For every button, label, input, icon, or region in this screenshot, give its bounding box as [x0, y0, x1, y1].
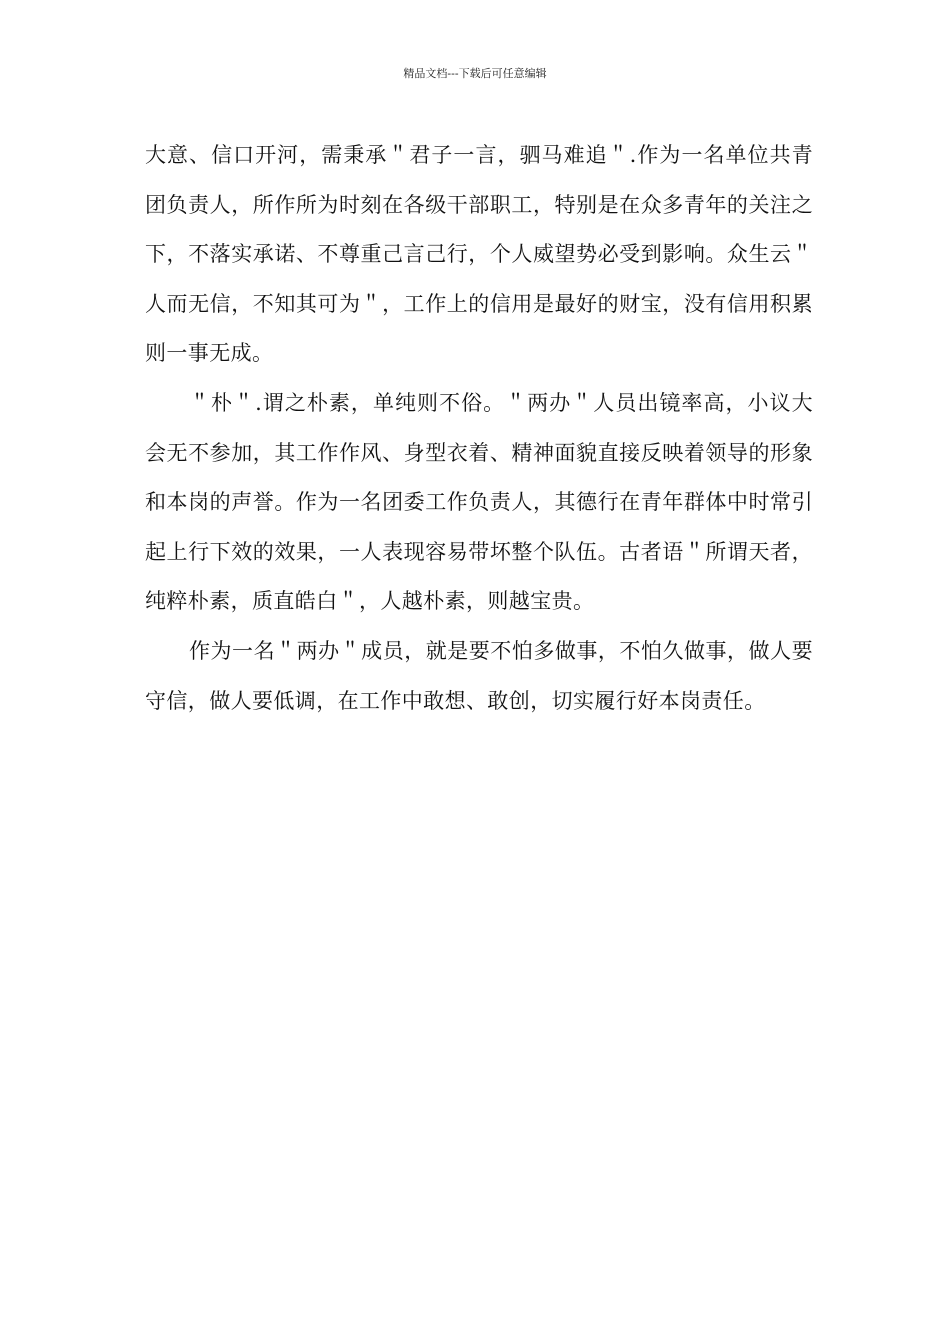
- paragraph-1: 大意、信口开河，需秉承＂君子一言，驷马难追＂.作为一名单位共青团负责人，所作所为时刻在各级干部职工，特别是在众多青年的关注之下，不落实承诺、不尊重己言己行，个人威望势必受到影响。众生云＂人而无信，不知其可为＂，工作上的信用是最好的财宝，没有信用积累则一事无成。: [145, 143, 813, 366]
- paragraph-3: 作为一名＂两办＂成员，就是要不怕多做事，不怕久做事，做人要守信，做人要低调，在工作中敢想、敢创，切实履行好本岗责任。: [145, 638, 813, 713]
- document-body: [145, 131, 813, 726]
- page-header: 精品文档---下载后可任意编辑: [403, 67, 547, 80]
- paragraph-2: ＂朴＂.谓之朴素，单纯则不俗。＂两办＂人员出镜率高，小议大会无不参加，其工作作风、身型衣着、精神面貌直接反映着领导的形象和本岗的声誉。作为一名团委工作负责人，其德行在青年群体中时常引起上行下效的效果，一人表现容易带坏整个队伍。古者语＂所谓天者，纯粹朴素，质直皓白＂，人越朴素，则越宝贵。: [145, 390, 813, 614]
